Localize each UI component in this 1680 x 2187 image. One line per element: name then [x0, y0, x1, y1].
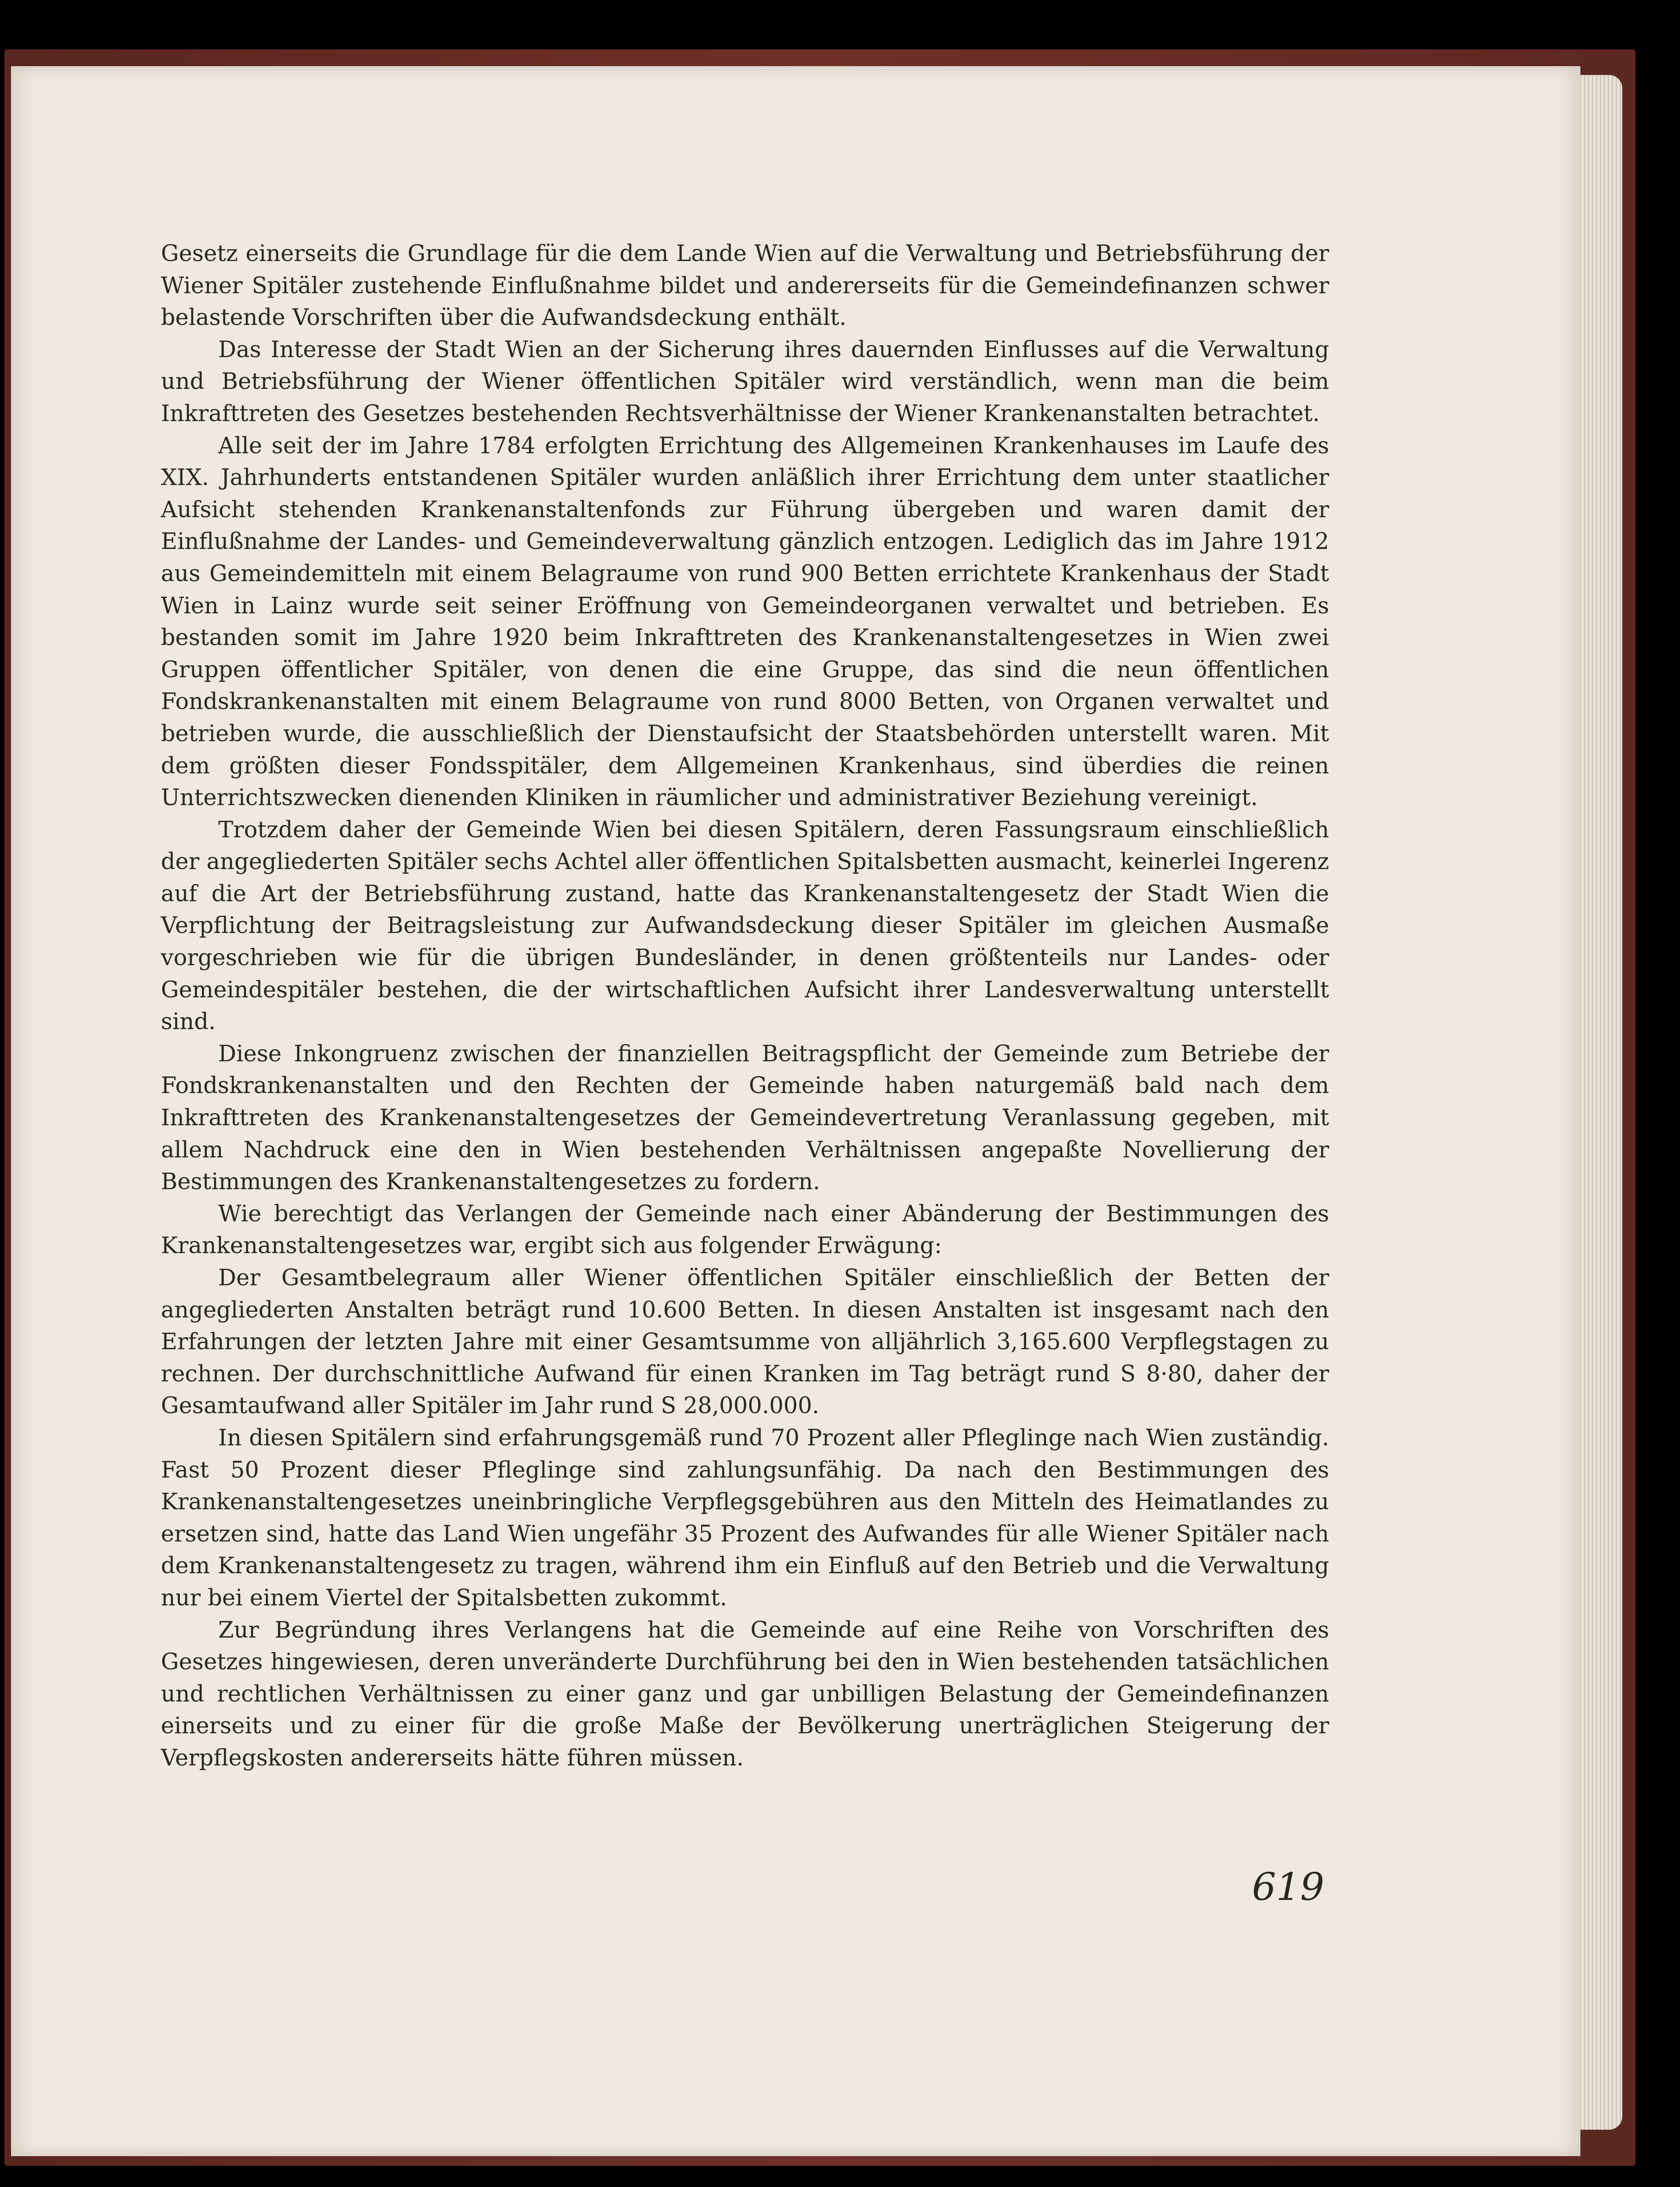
paragraph: Zur Begründung ihres Verlangens hat die Gemeinde auf eine Reihe von Vorschriften des Gesetzes hingewiesen, deren unveränderte Durchführung bei den in Wien bestehenden tatsächlichen und rechtlichen Verhältnissen zu einer ganz und gar unbilligen Belastung der Gemeindefinanzen einerseits und zu einer für die große Maße der Bevölkerung unerträglichen Steigerung der Verpflegskosten andererseits hätte führen müssen. — [161, 1617, 1329, 1771]
body-text — [161, 238, 1329, 1775]
paragraph: Das Interesse der Stadt Wien an der Sicherung ihres dauernden Einflusses auf die Verwaltung und Betriebsführung der Wiener öffentlichen Spitäler wird verständlich, wenn man die beim Inkrafttreten des Gesetzes bestehenden Rechtsverhältnisse der Wiener Krankenanstalten betrachtet. — [161, 336, 1329, 427]
paragraph: Diese Inkongruenz zwischen der finanziellen Beitragspflicht der Gemeinde zum Betriebe der Fondskrankenanstalten und den Rechten der Gemeinde haben naturgemäß bald nach dem Inkrafttreten des Krankenanstaltengesetzes der Gemeindevertretung Veranlassung gegeben, mit allem Nachdruck eine den in Wien bestehenden Verhältnissen angepaßte Novellierung der Bestimmungen des Krankenanstaltengesetzes zu fordern. — [161, 1041, 1329, 1195]
paragraph: Wie berechtigt das Verlangen der Gemeinde nach einer Abänderung der Bestimmungen des Krankenanstaltengesetzes war, ergibt sich aus folgender Erwägung: — [161, 1201, 1329, 1259]
paragraph: Der Gesamtbelegraum aller Wiener öffentlichen Spitäler einschließlich der Betten der angegliederten Anstalten beträgt rund 10.600 Betten. In diesen Anstalten ist insgesamt nach den Erfahrungen der letzten Jahre mit einer Gesamtsumme von alljährlich 3,165.600 Verpflegstagen zu rechnen. Der durchschnittliche Aufwand für einen Kranken im Tag beträgt rund S 8·80, daher der Gesamtaufwand aller Spitäler im Jahr rund S 28,000.000. — [161, 1265, 1329, 1419]
page-number: 619 — [1252, 1865, 1325, 1909]
paragraph: Gesetz einerseits die Grundlage für die dem Lande Wien auf die Verwaltung und Betriebsführung der Wiener Spitäler zustehende Einflußnahme bildet und andererseits für die Gemeindefinanzen schwer belastende Vorschriften über die Aufwandsdeckung enthält. — [161, 241, 1329, 331]
paragraph: Trotzdem daher der Gemeinde Wien bei diesen Spitälern, deren Fassungsraum einschließlich der angegliederten Spitäler sechs Achtel aller öffentlichen Spitalsbetten ausmacht, keinerlei Ingerenz auf die Art der Betriebsführung zustand, hatte das Krankenanstaltengesetz der Stadt Wien die Verpflichtung der Beitragsleistung zur Aufwandsdeckung dieser Spitäler im gleichen Ausmaße vorgeschrieben wie für die übrigen Bundesländer, in denen größtenteils nur Landes- oder Gemeindespitäler bestehen, die der wirtschaftlichen Aufsicht ihrer Landesverwaltung unterstellt sind. — [161, 817, 1329, 1035]
paragraph: In diesen Spitälern sind erfahrungsgemäß rund 70 Prozent aller Pfleglinge nach Wien zuständig. Fast 50 Prozent dieser Pfleglinge sind zahlungsunfähig. Da nach den Bestimmungen des Krankenanstaltengesetzes uneinbringliche Verpflegsgebühren aus den Mitteln des Heimatlandes zu ersetzen sind, hatte das Land Wien ungefähr 35 Prozent des Aufwandes für alle Wiener Spitäler nach dem Krankenanstaltengesetz zu tragen, während ihm ein Einfluß auf den Betrieb und die Verwaltung nur bei einem Viertel der Spitalsbetten zukommt. — [161, 1425, 1329, 1611]
paragraph: Alle seit der im Jahre 1784 erfolgten Errichtung des Allgemeinen Krankenhauses im Laufe des XIX. Jahrhunderts entstandenen Spitäler wurden anläßlich ihrer Errichtung dem unter staatlicher Aufsicht stehenden Krankenanstaltenfonds zur Führung übergeben und waren damit der Einflußnahme der Landes- und Gemeindeverwaltung gänzlich entzogen. Lediglich das im Jahre 1912 aus Gemeindemitteln mit einem Belagraume von rund 900 Betten errichtete Krankenhaus der Stadt Wien in Lainz wurde seit seiner Eröffnung von Gemeindeorganen verwaltet und betrieben. Es bestanden somit im Jahre 1920 beim Inkrafttreten des Krankenanstaltengesetzes in Wien zwei Gruppen öffentlicher Spitäler, von denen die eine Gruppe, das sind die neun öffentlichen Fondskrankenanstalten mit einem Belagraume von rund 8000 Betten, von Organen verwaltet und betrieben wurde, die ausschließlich der Dienstaufsicht der Staatsbehörden unterstellt waren. Mit dem größten dieser Fondsspitäler, dem Allgemeinen Krankenhaus, sind überdies die reinen Unterrichtszwecken dienenden Kliniken in räumlicher und administrativer Beziehung vereinigt. — [161, 433, 1329, 811]
book-page — [11, 66, 1580, 2156]
